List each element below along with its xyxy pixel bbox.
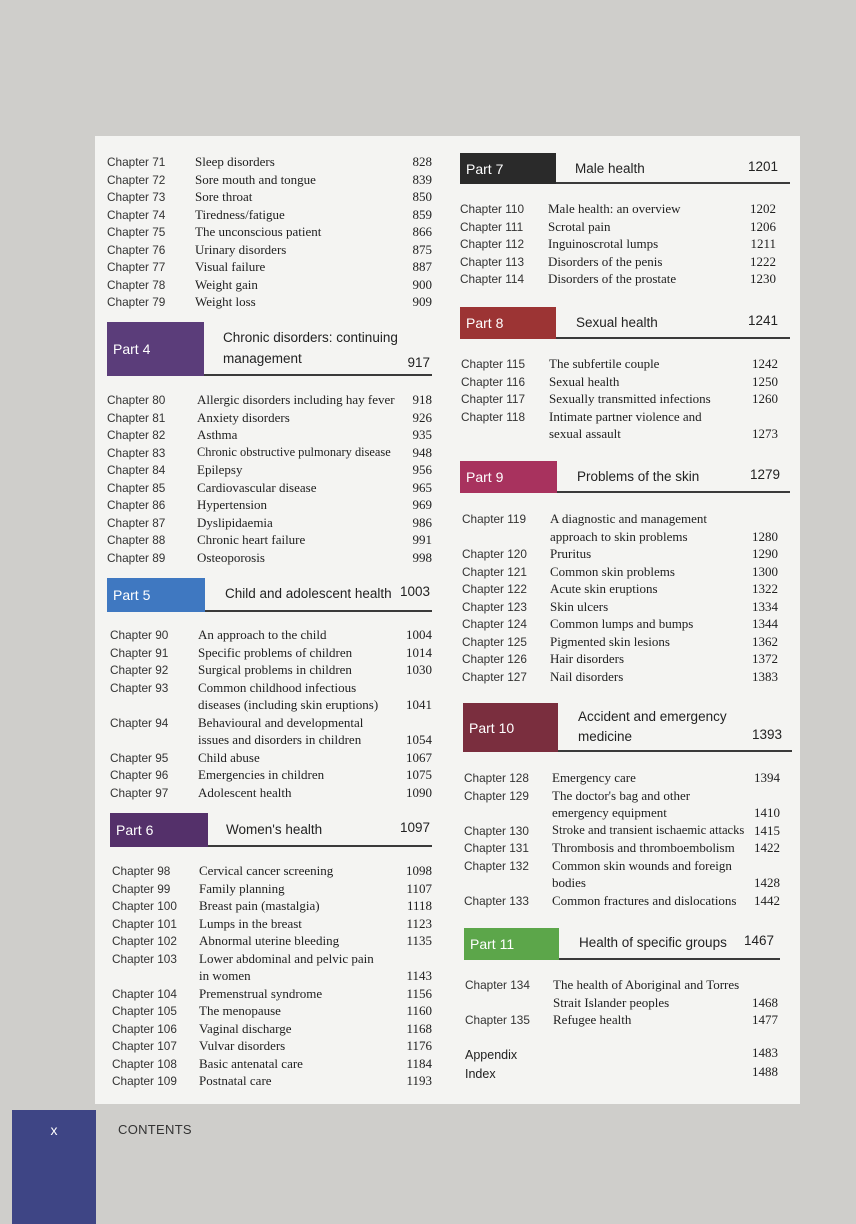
part-9-header[interactable] (460, 461, 790, 493)
chapter-page: 1135 (406, 933, 432, 948)
chapter-page: 1202 (750, 201, 776, 216)
chapter-number: Chapter 119 (462, 512, 527, 526)
chapter-title: Osteoporosis (197, 549, 265, 565)
part-5-tab: Part 5 (107, 578, 205, 612)
chapter-title: Premenstrual syndrome (199, 985, 323, 1001)
chapter-title: Abnormal uterine bleeding (199, 933, 340, 948)
chapter-page: 859 (412, 206, 432, 222)
part-7-title: Male health (575, 161, 645, 176)
part-8-header[interactable] (460, 307, 790, 339)
chapter-title: Inguinoscrotal lumps (548, 236, 659, 251)
chapter-number: Chapter 89 (107, 550, 166, 565)
part-divider (208, 845, 432, 847)
part-4-tab: Part 4 (107, 322, 204, 376)
part-6-title: Women's health (226, 822, 323, 837)
chapter-number: Chapter 116 (461, 374, 526, 389)
chapter-title: Lumps in the breast (199, 915, 302, 931)
chapter-title: Intimate partner violence and (549, 408, 702, 424)
chapter-number: Chapter 100 (112, 899, 177, 913)
chapter-title: Adolescent health (198, 784, 292, 800)
chapter-page: 986 (412, 514, 432, 530)
chapter-page: 956 (412, 462, 432, 477)
chapter-number: Chapter 133 (464, 893, 529, 908)
chapter-title: Disorders of the prostate (548, 271, 677, 286)
chapter-title: Allergic disorders including hay fever (197, 392, 395, 407)
chapter-number: Chapter 96 (110, 768, 169, 782)
chapter-number: Chapter 72 (107, 172, 166, 187)
chapter-title: Pigmented skin lesions (550, 633, 670, 649)
chapter-number: Chapter 77 (107, 260, 166, 274)
chapter-page: 1090 (406, 784, 432, 800)
chapter-title: Chronic heart failure (197, 532, 306, 547)
chapter-number: Chapter 92 (110, 663, 169, 677)
chapter-number: Chapter 124 (462, 617, 527, 631)
index-label: Index (465, 1067, 496, 1081)
chapter-page: 1442 (754, 892, 780, 908)
chapter-title: Specific problems of children (198, 644, 353, 660)
chapter-page: 1290 (752, 546, 778, 561)
chapter-title: Asthma (197, 427, 238, 442)
chapter-number: Chapter 78 (107, 277, 166, 292)
chapter-number: Chapter 85 (107, 480, 166, 495)
chapter-page: 828 (412, 154, 432, 169)
chapter-page: 1280 (752, 528, 778, 544)
chapter-title: A diagnostic and management (550, 511, 708, 526)
chapter-title: Common lumps and bumps (550, 616, 694, 631)
chapter-title-continued: diseases (including skin eruptions) (198, 697, 379, 712)
chapter-page: 1107 (406, 880, 432, 896)
chapter-title: Thrombosis and thromboembolism (552, 840, 735, 855)
chapter-page: 1156 (406, 985, 432, 1001)
chapter-title: Cervical cancer screening (199, 863, 334, 878)
chapter-title: Stroke and transient ischaemic attacks (552, 822, 745, 837)
chapter-page: 1067 (406, 749, 432, 765)
chapter-title: Behavioural and developmental (198, 714, 364, 730)
part-10-title-line2: medicine (578, 729, 633, 744)
chapter-number: Chapter 76 (107, 242, 166, 257)
chapter-title: Common skin wounds and foreign (552, 857, 732, 873)
chapter-title-continued: emergency equipment (552, 805, 667, 820)
chapter-title: Nail disorders (550, 668, 624, 684)
chapter-number: Chapter 126 (462, 652, 527, 666)
chapter-page: 1041 (406, 697, 432, 712)
part-divider (559, 958, 780, 960)
part-9-title: Problems of the skin (577, 469, 700, 484)
chapter-title: Weight gain (195, 276, 258, 292)
chapter-number: Chapter 71 (107, 155, 166, 169)
chapter-title: Sore throat (195, 189, 253, 204)
chapter-title: Scrotal pain (548, 218, 611, 234)
chapter-number: Chapter 75 (107, 225, 166, 239)
chapter-number: Chapter 88 (107, 533, 166, 547)
chapter-number: Chapter 98 (112, 864, 171, 878)
chapter-page: 875 (412, 241, 432, 257)
chapter-number: Chapter 82 (107, 428, 166, 442)
chapter-title: Common childhood infectious (198, 679, 357, 695)
chapter-page: 948 (412, 444, 432, 460)
chapter-page: 1242 (752, 356, 778, 371)
chapter-page: 991 (412, 532, 432, 547)
chapter-page: 1004 (406, 627, 432, 642)
chapter-number: Chapter 74 (107, 207, 166, 222)
chapter-number: Chapter 79 (107, 295, 166, 309)
chapter-number: Chapter 105 (112, 1004, 177, 1018)
chapter-page: 1193 (406, 1073, 432, 1088)
part-7-page: 1201 (747, 159, 778, 174)
chapter-number: Chapter 108 (112, 1056, 177, 1071)
chapter-page: 1211 (750, 236, 776, 251)
chapter-number: Chapter 121 (462, 564, 527, 579)
chapter-title: Urinary disorders (195, 241, 287, 257)
chapter-page: 1422 (754, 840, 780, 855)
chapter-title: The unconscious patient (195, 224, 322, 239)
chapter-number: Chapter 94 (110, 715, 169, 730)
chapter-page: 1184 (406, 1055, 432, 1071)
part-10-tab: Part 10 (463, 703, 558, 752)
chapter-page: 866 (412, 224, 432, 239)
part-11-tab: Part 11 (464, 928, 559, 960)
chapter-page: 1415 (754, 822, 780, 838)
chapter-title: Emergencies in children (198, 767, 325, 782)
chapter-title: Disorders of the penis (548, 253, 663, 269)
chapter-number: Chapter 127 (462, 669, 527, 684)
part-11-page: 1467 (743, 933, 774, 948)
chapter-page: 1362 (752, 633, 778, 649)
chapter-page: 1394 (754, 770, 780, 785)
chapter-page: 1014 (406, 644, 432, 660)
chapter-page: 1206 (750, 218, 776, 234)
chapter-title: Cardiovascular disease (197, 479, 317, 495)
part-divider (558, 750, 792, 752)
chapter-title: Anxiety disorders (197, 409, 290, 425)
chapter-title-continued: sexual assault (549, 426, 621, 441)
chapter-page: 1123 (406, 915, 432, 931)
chapter-number: Chapter 101 (112, 916, 177, 931)
part-4-header[interactable] (107, 322, 432, 376)
chapter-number: Chapter 95 (110, 750, 169, 765)
chapter-page: 909 (412, 294, 432, 309)
chapter-title: Child abuse (198, 749, 260, 765)
chapter-number: Chapter 118 (461, 409, 526, 424)
chapter-number: Chapter 112 (460, 237, 525, 251)
chapter-title-continued: issues and disorders in children (198, 732, 362, 747)
part-5-title: Child and adolescent health (225, 586, 392, 601)
part-divider (556, 337, 790, 339)
index-page: 1488 (752, 1064, 778, 1079)
chapter-page: 1160 (406, 1003, 432, 1018)
chapter-title: Common skin problems (550, 563, 675, 579)
chapter-title: Sleep disorders (195, 154, 275, 169)
chapter-title: Postnatal care (199, 1073, 272, 1088)
part-4-title-line1: Chronic disorders: continuing (223, 330, 398, 345)
chapter-number: Chapter 102 (112, 934, 177, 948)
chapter-page: 900 (412, 276, 432, 292)
chapter-number: Chapter 115 (461, 357, 526, 371)
chapter-title: Family planning (199, 880, 285, 896)
chapter-page: 850 (412, 189, 432, 204)
part-8-tab: Part 8 (460, 307, 556, 339)
chapter-title: Refugee health (553, 1012, 632, 1027)
chapter-title: Male health: an overview (548, 201, 681, 216)
chapter-number: Chapter 131 (464, 841, 529, 855)
chapter-number: Chapter 135 (465, 1013, 530, 1027)
chapter-title: Common fractures and dislocations (552, 892, 737, 908)
chapter-number: Chapter 114 (460, 272, 525, 286)
chapter-page: 1300 (752, 563, 778, 579)
chapter-number: Chapter 84 (107, 463, 166, 477)
chapter-page: 998 (412, 549, 432, 565)
chapter-title: Breast pain (mastalgia) (199, 898, 320, 913)
part-11-title: Health of specific groups (579, 935, 727, 950)
part-9-tab: Part 9 (460, 461, 557, 493)
chapter-page: 1075 (406, 767, 432, 782)
page-number: x (50, 1122, 58, 1138)
chapter-number: Chapter 130 (464, 823, 529, 838)
chapter-number: Chapter 73 (107, 190, 166, 204)
part-8-title: Sexual health (576, 315, 658, 330)
appendix-page: 1483 (752, 1045, 778, 1060)
chapter-page: 1030 (406, 662, 432, 677)
chapter-title: Basic antenatal care (199, 1055, 303, 1071)
chapter-title: An approach to the child (198, 627, 327, 642)
chapter-page: 935 (412, 427, 432, 442)
chapter-title: Visual failure (195, 259, 266, 274)
chapter-number: Chapter 87 (107, 515, 166, 530)
chapter-page: 1410 (754, 805, 780, 820)
chapter-page: 1118 (406, 898, 432, 913)
part-6-page: 1097 (399, 820, 430, 835)
chapter-page: 918 (412, 392, 432, 407)
appendix-label: Appendix (465, 1048, 518, 1062)
chapter-number: Chapter 104 (112, 986, 177, 1001)
chapter-page: 1054 (406, 732, 432, 747)
part-8-page: 1241 (747, 313, 778, 328)
chapter-title-continued: in women (199, 968, 251, 983)
chapter-page: 1222 (750, 253, 776, 269)
chapter-title: Surgical problems in children (198, 662, 352, 677)
contents-page (95, 136, 800, 1104)
part-5-header[interactable] (107, 578, 432, 612)
part-4-title-line2: management (223, 351, 302, 366)
part-4-page: 917 (407, 355, 430, 370)
chapter-page: 1334 (752, 598, 778, 614)
part-7-header[interactable] (460, 153, 790, 184)
chapter-title: Lower abdominal and pelvic pain (199, 950, 374, 966)
chapter-number: Chapter 106 (112, 1021, 177, 1036)
part-5-page: 1003 (399, 584, 430, 599)
chapter-number: Chapter 134 (465, 978, 530, 992)
chapter-title: Vulvar disorders (199, 1038, 286, 1053)
chapter-number: Chapter 81 (107, 410, 166, 425)
chapter-title: Acute skin eruptions (550, 581, 658, 596)
chapter-number: Chapter 99 (112, 881, 171, 896)
part-9-page: 1279 (749, 467, 780, 482)
chapter-page: 1250 (752, 373, 778, 389)
chapter-title: Pruritus (550, 546, 592, 561)
chapter-page: 1273 (752, 426, 778, 441)
chapter-number: Chapter 93 (110, 680, 169, 695)
chapter-title: Hypertension (197, 497, 268, 512)
chapter-title-continued: approach to skin problems (550, 528, 688, 544)
chapter-page: 1260 (752, 391, 778, 406)
chapter-title: The menopause (199, 1003, 281, 1018)
chapter-title: Weight loss (195, 294, 256, 309)
part-10-page: 1393 (751, 727, 782, 742)
chapter-number: Chapter 120 (462, 547, 527, 561)
chapter-number: Chapter 123 (462, 599, 527, 614)
chapter-title-continued: Strait Islander peoples (553, 994, 670, 1010)
part-divider (205, 610, 432, 612)
part-divider (204, 374, 432, 376)
part-7-tab: Part 7 (460, 153, 556, 184)
chapter-page: 969 (412, 497, 432, 512)
chapter-page: 965 (412, 479, 432, 495)
chapter-number: Chapter 125 (462, 634, 527, 649)
chapter-number: Chapter 113 (460, 254, 525, 269)
chapter-page: 887 (412, 259, 432, 274)
running-footer: CONTENTS (118, 1122, 192, 1137)
chapter-title: Skin ulcers (550, 598, 609, 614)
chapter-page: 839 (412, 171, 432, 187)
chapter-title: The subfertile couple (549, 356, 660, 371)
chapter-title: Sexually transmitted infections (549, 391, 711, 406)
chapter-number: Chapter 83 (107, 445, 166, 460)
chapter-number: Chapter 110 (460, 202, 525, 216)
chapter-page: 1428 (754, 875, 780, 890)
part-6-header[interactable] (107, 813, 432, 847)
chapter-number: Chapter 128 (464, 771, 529, 785)
chapter-page: 1098 (406, 863, 432, 878)
chapter-number: Chapter 109 (112, 1074, 177, 1088)
chapter-title: Dyslipidaemia (197, 514, 273, 530)
chapter-number: Chapter 107 (112, 1039, 177, 1053)
chapter-page: 1322 (752, 581, 778, 596)
part-divider (557, 491, 790, 493)
chapter-number: Chapter 117 (461, 392, 526, 406)
chapter-title: The doctor's bag and other (552, 787, 691, 803)
chapter-title: Hair disorders (550, 651, 625, 666)
chapter-number: Chapter 132 (464, 858, 529, 873)
part-10-header[interactable] (460, 703, 790, 752)
chapter-title: Chronic obstructive pulmonary disease (197, 444, 391, 459)
chapter-title: The health of Aboriginal and Torres (553, 977, 740, 992)
chapter-page: 1176 (406, 1038, 432, 1053)
chapter-page: 1383 (752, 668, 778, 684)
part-10-title-line1: Accident and emergency (578, 709, 727, 724)
chapter-title: Epilepsy (197, 462, 243, 477)
chapter-number: Chapter 97 (110, 785, 169, 800)
part-divider (556, 182, 790, 184)
chapter-page: 1468 (752, 994, 778, 1010)
part-11-header[interactable] (460, 928, 790, 960)
chapter-page: 1344 (752, 616, 778, 631)
chapter-title: Sexual health (549, 373, 620, 389)
chapter-number: Chapter 129 (464, 788, 529, 803)
chapter-title-continued: bodies (552, 875, 586, 890)
chapter-page: 1372 (752, 651, 778, 666)
chapter-page: 1143 (406, 968, 432, 983)
chapter-number: Chapter 122 (462, 582, 527, 596)
chapter-number: Chapter 91 (110, 645, 169, 660)
chapter-page: 1168 (406, 1020, 432, 1036)
chapter-title: Vaginal discharge (199, 1020, 292, 1036)
chapter-number: Chapter 80 (107, 393, 166, 407)
chapter-page: 1477 (752, 1012, 778, 1027)
chapter-number: Chapter 103 (112, 951, 177, 966)
chapter-number: Chapter 90 (110, 628, 169, 642)
chapter-title: Sore mouth and tongue (195, 171, 316, 187)
chapter-title: Emergency care (552, 770, 636, 785)
chapter-number: Chapter 86 (107, 498, 166, 512)
chapter-page: 1230 (750, 271, 776, 286)
page-number-tab (12, 1110, 96, 1224)
chapter-page: 926 (412, 409, 432, 425)
chapter-title: Tiredness/fatigue (195, 206, 285, 222)
part-6-tab: Part 6 (110, 813, 208, 847)
chapter-number: Chapter 111 (460, 219, 524, 234)
